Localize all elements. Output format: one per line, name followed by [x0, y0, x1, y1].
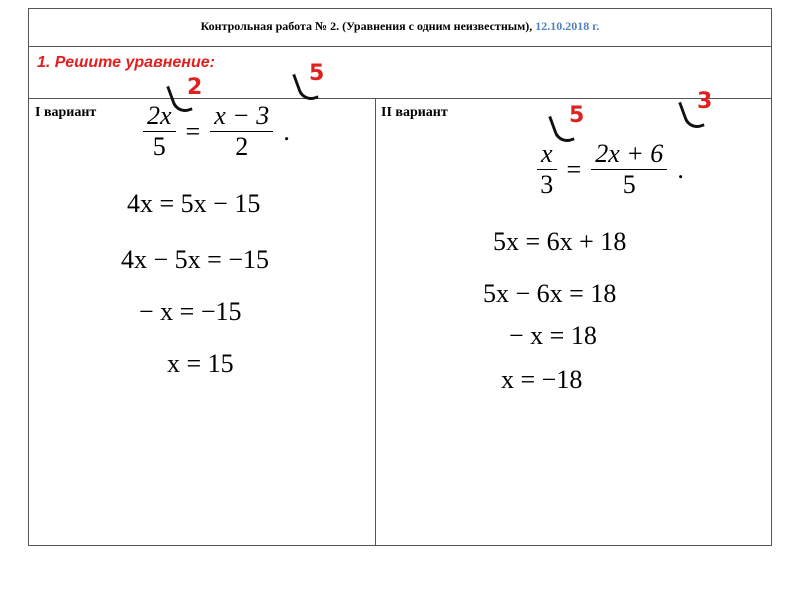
variant-2-label: II вариант [381, 105, 448, 120]
equals-sign: = [185, 116, 201, 146]
variant-1-label: I вариант [35, 105, 97, 120]
v2-left-denominator: 3 [540, 170, 554, 199]
v1-multiplier-mark-1: 2 [187, 75, 203, 100]
v2-step-4: x = −18 [501, 365, 583, 394]
test-sheet [28, 8, 772, 546]
variant-2-fraction-left [537, 139, 557, 200]
variant-1-equation [143, 101, 290, 162]
v1-left-denominator: 5 [152, 132, 166, 161]
header-title: Контрольная работа № 2. (Уравнения с одним неизвестным), [200, 19, 536, 33]
v2-left-numerator: x [541, 139, 553, 168]
v1-step-2: 4x − 5x = −15 [121, 245, 269, 274]
v2-step-3: − x = 18 [509, 321, 597, 350]
v2-multiplier-mark-1: 5 [569, 103, 585, 128]
v2-multiplier-mark-2: 3 [697, 89, 713, 114]
v1-multiplier-mark-2: 5 [309, 61, 325, 86]
header-date: 12.10.2018 г. [535, 19, 600, 33]
v2-step-1: 5x = 6x + 18 [493, 227, 627, 256]
variant-1-fraction-right [210, 101, 273, 162]
v1-left-numerator: 2x [147, 101, 172, 130]
v1-right-numerator: x − 3 [214, 101, 270, 130]
v1-period: . [283, 116, 290, 146]
equals-sign-2: = [566, 154, 582, 184]
variant-2-fraction-right [591, 139, 667, 200]
variant-2-equation [537, 139, 684, 200]
v1-step-1: 4x = 5x − 15 [127, 189, 261, 218]
v2-right-numerator: 2x + 6 [595, 139, 664, 168]
v1-step-3: − x = −15 [139, 297, 242, 326]
v2-step-2: 5x − 6x = 18 [483, 279, 617, 308]
task-row [29, 46, 771, 99]
v1-right-denominator: 2 [235, 132, 249, 161]
variant-1-fraction-left [143, 101, 176, 162]
v2-right-denominator: 5 [622, 170, 636, 199]
v1-step-4: x = 15 [167, 349, 234, 378]
task-label: 1. Решите уравнение: [37, 54, 215, 71]
v2-period: . [677, 154, 684, 184]
column-divider [375, 98, 376, 546]
test-header [29, 9, 771, 47]
